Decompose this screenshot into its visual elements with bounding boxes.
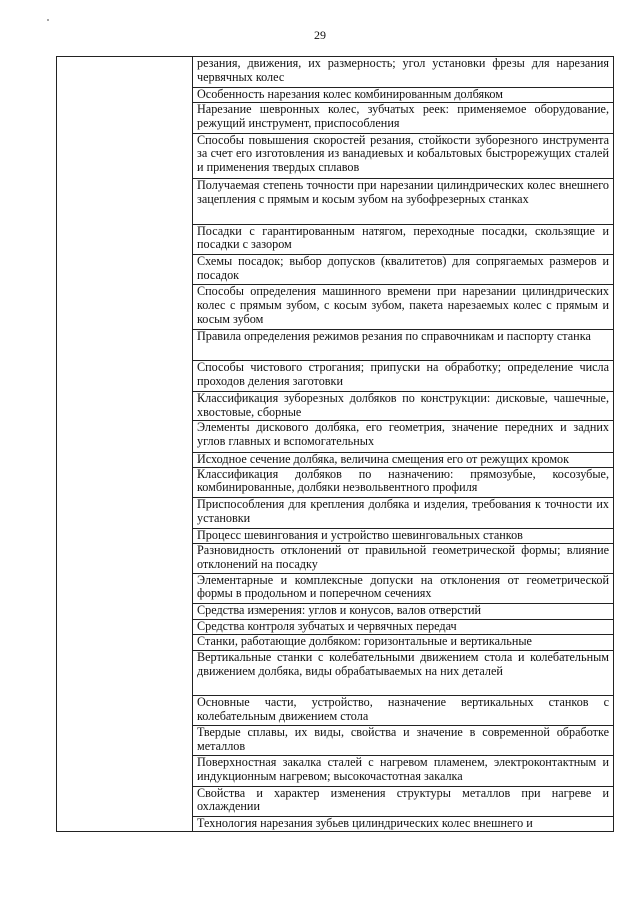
topic-cell: Элементарные и комплексные допуски на отклонения от геометрической формы в продольном и поперечном сечениях (193, 573, 614, 603)
topic-cell: Станки, работающие долбяком: горизонтальные и вертикальные (193, 635, 614, 651)
topic-cell: Средства контроля зубчатых и червячных передач (193, 620, 614, 635)
topic-cell: Правила определения режимов резания по справочникам и паспорту станка (193, 329, 614, 360)
topic-cell: Посадки с гарантированным натягом, переходные посадки, скользящие и посадки с зазором (193, 224, 614, 254)
left-column-cell (57, 57, 193, 832)
topic-cell: Способы чистового строгания; припуски на обработку; определение числа проходов деления заготовки (193, 360, 614, 391)
topics-table (56, 56, 614, 832)
page-number: 29 (314, 28, 326, 42)
topic-cell: Элементы дискового долбяка, его геометрия, значение передних и задних углов главных и вспомогательных (193, 421, 614, 452)
topic-cell: Вертикальные станки с колебательными движением стола и колебательным движением долбяка, виды обрабатываемых на них деталей (193, 651, 614, 695)
topic-cell: Разновидность отклонений от правильной геометрической формы; влияние отклонений на посадку (193, 544, 614, 573)
scan-speck (47, 19, 49, 21)
topic-cell: Классификация зуборезных долбяков по конструкции: дисковые, чашечные, хвостовые, сборные (193, 392, 614, 421)
topic-cell: Исходное сечение долбяка, величина смещения его от режущих кромок (193, 452, 614, 467)
topic-cell: Способы определения машинного времени при нарезании цилиндрических колес с прямым зубом, с косым зубом, пакета нарезаемых колес с прямым и косым зубом (193, 285, 614, 329)
topic-cell: Приспособления для крепления долбяка и изделия, требования к точности их установки (193, 498, 614, 529)
topic-cell: Нарезание шевронных колес, зубчатых реек: применяемое оборудование, режущий инструмент, приспособления (193, 103, 614, 133)
topic-cell: Схемы посадок; выбор допусков (квалитетов) для сопрягаемых размеров и посадок (193, 254, 614, 284)
topic-cell: Технология нарезания зубьев цилиндрических колес внешнего и (193, 816, 614, 831)
topic-cell: Поверхностная закалка сталей с нагревом пламенем, электроконтактным и индукционным нагревом; высокочастотная закалка (193, 756, 614, 786)
topic-cell: резания, движения, их размерность; угол установки фрезы для нарезания червячных колес (193, 57, 614, 88)
topic-cell: Способы повышения скоростей резания, стойкости зуборезного инструмента за счет его изготовления из ванадиевых и кобальтовых быстрорежущих сталей и применения твердых сплавов (193, 133, 614, 178)
topic-cell: Классификация долбяков по назначению: прямозубые, косозубые, комбинированные, долбяки неэвольвентного профиля (193, 467, 614, 497)
topic-cell: Средства измерения: углов и конусов, валов отверстий (193, 604, 614, 620)
topics-table-body (57, 57, 614, 832)
topic-cell: Свойства и характер изменения структуры металлов при нагреве и охлаждении (193, 786, 614, 816)
topic-cell: Особенность нарезания колес комбинированным долбяком (193, 88, 614, 103)
topic-cell: Твердые сплавы, их виды, свойства и значение в современной обработке металлов (193, 726, 614, 756)
topic-cell: Процесс шевингования и устройство шевинговальных станков (193, 529, 614, 544)
table-row (57, 57, 614, 88)
topic-cell: Основные части, устройство, назначение вертикальных станков с колебательным движением стола (193, 695, 614, 725)
topic-cell: Получаемая степень точности при нарезании цилиндрических колес внешнего зацепления с прямым и косым зубом на зубофрезерных станках (193, 179, 614, 224)
